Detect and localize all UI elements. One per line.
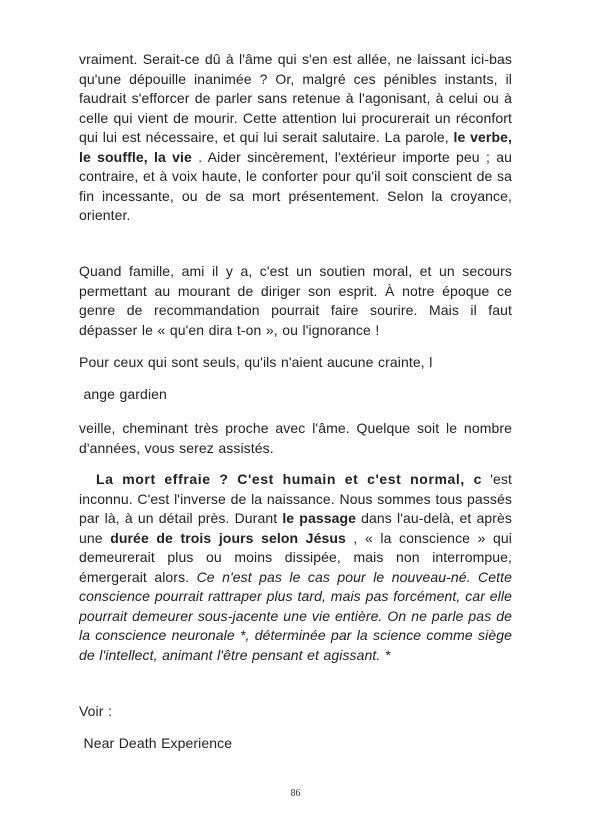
bold-phrase: durée de trois jours selon Jésus xyxy=(110,529,346,546)
reference-near-death-experience: Near Death Experience xyxy=(79,735,233,751)
bold-phrase: le passage xyxy=(282,510,357,526)
see-also-label: Voir : xyxy=(79,703,113,719)
paragraph-text: , « la conscience » qui demeurerait plus ou moins dissipée, mais non interrompue, émergerait alors. xyxy=(79,529,512,585)
bold-heading-phrase: La mort effraie ? C'est humain et c'est normal, c xyxy=(79,471,483,487)
paragraph-accompanying-the-dying xyxy=(79,50,512,226)
paragraph-text: vraiment. Serait-ce dû à l'âme qui s'en est allée, ne laissant ici-bas qu'une dépouille inanimée ? Or, malgré ces pénibles instants, il faudrait s'efforcer de parler sans retenue à l'agonisant, à celui ou à celle qui vient de mourir. Cette attention lui procurerait un réconfort qui lui est nécessaire, et qui lui serait salutaire. La parole, xyxy=(79,51,512,145)
paragraph-family-support: Quand famille, ami il y a, c'est un soutien moral, et un secours permettant au mourant de diriger son esprit. À notre époque ce genre de recommandation pourrait faire sourire. Mais il faut dépasser le « qu'en dira t-on », ou l'ignorance ! xyxy=(79,263,512,338)
paragraph-text: dans l'au-delà, et après une xyxy=(79,510,512,546)
paragraph-those-alone: Pour ceux qui sont seuls, qu'ils n'aient aucune crainte, l xyxy=(79,354,433,370)
page-number: 86 xyxy=(290,788,301,799)
italic-passage: Ce n'est pas le cas pour le nouveau-né. Cette conscience pourrait rattraper plus tard, mais pas forcément, car elle pourrait demeurer sous-jacente une vie entière. On ne parle pas de la conscience neuronale *, déterminée par la science comme siège de l'intellect, animant l'être pensant et agissant. * xyxy=(79,568,512,663)
paragraph-death-frightens xyxy=(79,470,512,665)
bold-phrase: le verbe, le souffle, la vie xyxy=(79,129,512,165)
paragraph-text: . Aider sincèrement, l'extérieur importe peu ; au contraire, et à voix haute, le conforter pour qu'il soit conscient de sa fin incessante, ou de sa mort présentement. Selon la croyance, orienter. xyxy=(79,148,512,223)
paragraph-watching-over: veille, cheminant très proche avec l'âme. Quelque soit le nombre d'années, vous serez assistés. xyxy=(79,420,512,456)
paragraph-text: 'est inconnu. C'est l'inverse de la naissance. Nous sommes tous passés par là, à un détail près. Durant xyxy=(79,471,512,526)
paragraph-guardian-angel: ange gardien xyxy=(79,386,167,402)
